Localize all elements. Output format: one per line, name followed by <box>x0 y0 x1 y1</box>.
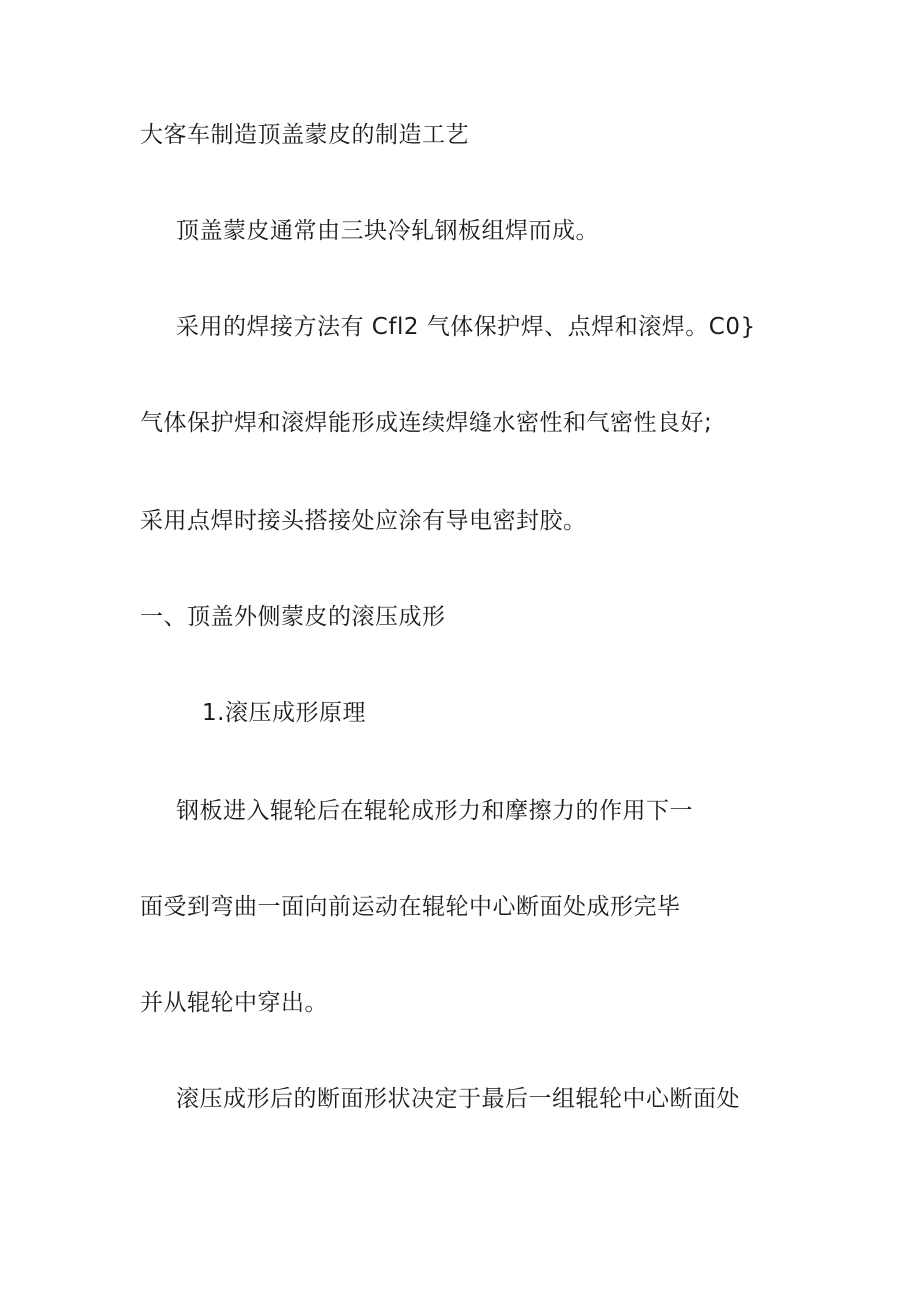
section-heading: 一、顶盖外侧蒙皮的滚压成形 <box>140 604 446 630</box>
paragraph-line: 滚压成形后的断面形状决定于最后一组辊轮中心断面处 <box>176 1086 740 1112</box>
subsection-heading: 1.滚压成形原理 <box>202 700 366 726</box>
paragraph-line: 采用的焊接方法有 Cfl2 气体保护焊、点焊和滚焊。C0} <box>176 314 756 340</box>
document-title: 大客车制造顶盖蒙皮的制造工艺 <box>140 122 469 148</box>
paragraph-line: 面受到弯曲一面向前运动在辊轮中心断面处成形完毕 <box>140 894 681 920</box>
paragraph-line: 钢板进入辊轮后在辊轮成形力和摩擦力的作用下一 <box>176 798 693 824</box>
paragraph-line: 采用点焊时接头搭接处应涂有导电密封胶。 <box>140 508 587 534</box>
paragraph-line: 并从辊轮中穿出。 <box>140 990 328 1016</box>
paragraph-line: 气体保护焊和滚焊能形成连续焊缝水密性和气密性良好; <box>140 410 713 436</box>
paragraph-line: 顶盖蒙皮通常由三块冷轧钢板组焊而成。 <box>176 218 599 244</box>
